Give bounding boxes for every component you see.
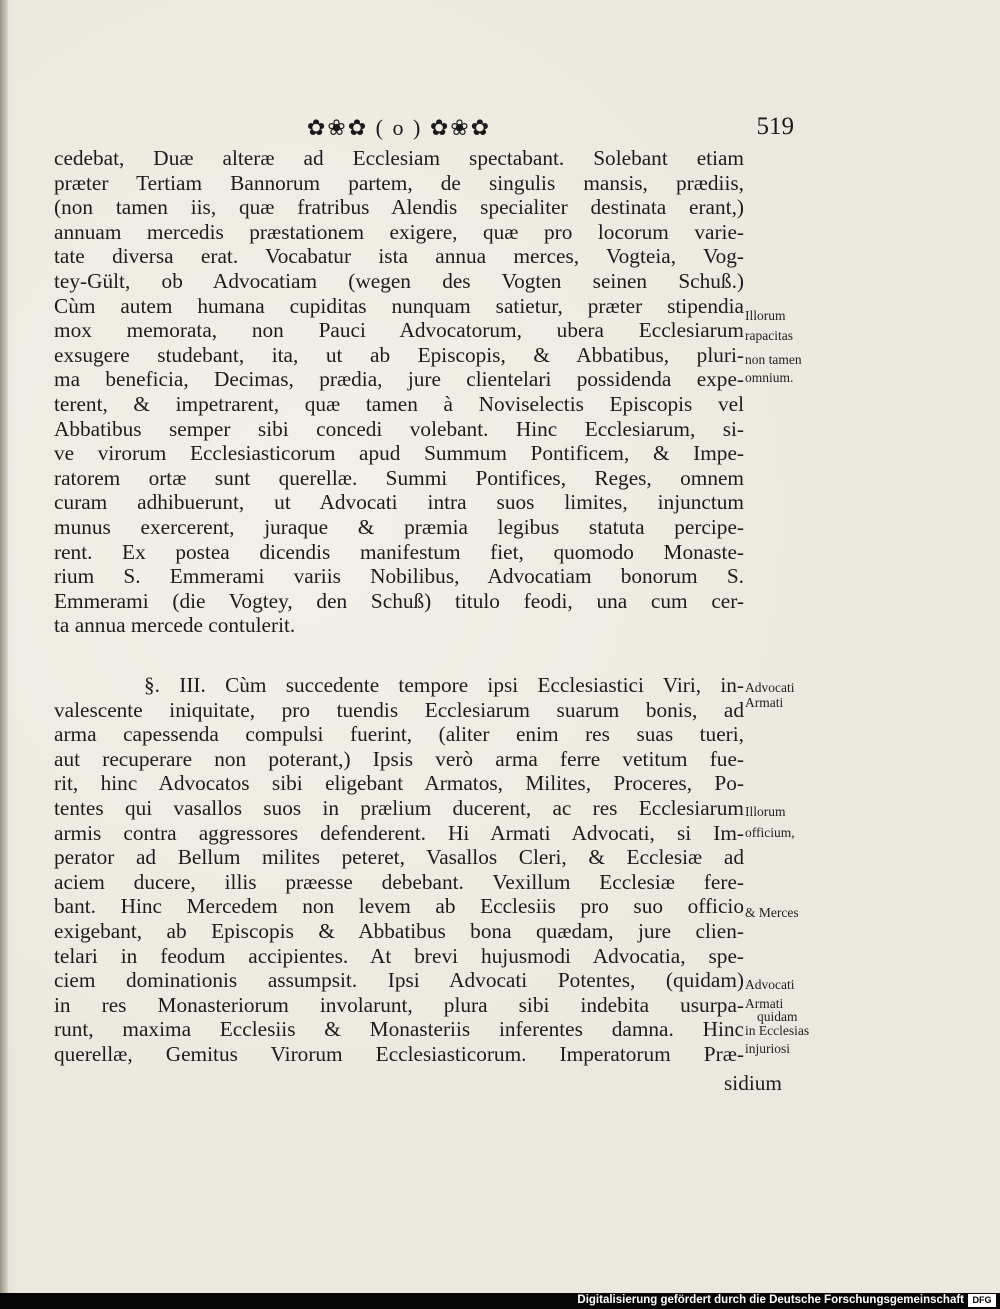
text-line: Abbatibus semper sibi concedi volebant. Hinc Ecclesiarum, si- xyxy=(54,416,744,441)
text-line: arma capessenda compulsi fuerint, (aliter enim res suas tueri, xyxy=(54,722,744,747)
text-line: §. III. Cùm succedente tempore ipsi Ecclesiastici Viri, in- xyxy=(144,673,744,697)
text-line: armis contra aggressores defenderent. Hi Armati Advocati, si Im- xyxy=(54,820,744,845)
page-body xyxy=(54,0,854,1293)
text-line: Cùm autem humana cupiditas nunquam satietur, præter stipendia xyxy=(54,293,744,318)
marginal-line: Armati xyxy=(745,695,784,710)
digitization-footer xyxy=(0,1293,1000,1309)
marginal-line: non tamen xyxy=(745,352,802,367)
text-line: telari in feodum accipientes. At brevi hujusmodi Advocatia, spe- xyxy=(54,943,744,968)
marginal-line: injuriosi xyxy=(745,1041,791,1056)
text-line: (non tamen iis, quæ fratribus Alendis specialiter destinata erant,) xyxy=(54,195,744,220)
catchword: sidium xyxy=(724,1071,782,1095)
paragraph-1 xyxy=(54,146,744,638)
text-line: ta annua mercede contulerit. xyxy=(54,613,296,638)
text-line: aut recuperare non poterant,) Ipsis verò arma ferre vetitum fue- xyxy=(54,746,744,771)
text-line: munus exercerent, juraque & præmia legibus statuta percipe- xyxy=(54,514,744,539)
marginal-note xyxy=(745,905,855,920)
text-line: tate diversa erat. Vocabatur ista annua merces, Vogteia, Vog- xyxy=(54,244,744,269)
dfg-logo: DFG xyxy=(968,1294,996,1307)
running-head xyxy=(54,113,794,145)
text-line: aciem ducere, illis præesse debebant. Vexillum Ecclesiæ fere- xyxy=(54,869,744,894)
paragraph-2 xyxy=(54,673,744,1067)
marginal-line: Armati xyxy=(745,996,784,1011)
marginal-line: Advocati xyxy=(745,977,795,992)
page-number: 519 xyxy=(756,113,794,140)
text-line: exigebant, ab Episcopis & Abbatibus bona quædam, jure clien- xyxy=(54,918,744,943)
text-line: ratorem ortæ sunt querellæ. Summi Pontifices, Reges, omnem xyxy=(54,465,744,490)
text-line: runt, maxima Ecclesiis & Monasteriis inferentes damna. Hinc xyxy=(54,1017,744,1042)
text-line: in res Monasteriorum involarunt, plura sibi indebita usurpa- xyxy=(54,992,744,1017)
marginal-line: in Ecclesias xyxy=(745,1023,810,1038)
text-line: ve virorum Ecclesiasticorum apud Summum Pontificem, & Impe- xyxy=(54,441,744,466)
marginal-line: quidam xyxy=(757,1009,798,1024)
text-line: tentes qui vasallos suos in prælium ducerent, ac res Ecclesiarum xyxy=(54,795,744,820)
text-line: terent, & impetrarent, quæ tamen à Noviselectis Episcopis vel xyxy=(54,391,744,416)
marginal-line: omnium. xyxy=(745,370,794,385)
marginal-line: & Merces xyxy=(745,905,799,920)
text-line: curam adhibuerunt, ut Advocati intra suos limites, injunctum xyxy=(54,490,744,515)
text-line: præter Tertiam Bannorum partem, de singulis mansis, prædiis, xyxy=(54,170,744,195)
text-line: cedebat, Duæ alteræ ad Ecclesiam spectabant. Solebant etiam xyxy=(54,146,744,170)
marginal-line: Illorum xyxy=(745,308,786,323)
marginal-note xyxy=(745,680,855,710)
text-line: tey-Gült, ob Advocatiam (wegen des Vogten seinen Schuß.) xyxy=(54,268,744,293)
text-line: rium S. Emmerami variis Nobilibus, Advocatiam bonorum S. xyxy=(54,564,744,589)
text-line: Emmerami (die Vogtey, den Schuß) titulo feodi, una cum cer- xyxy=(54,588,744,613)
book-spine-edge xyxy=(0,0,8,1293)
marginal-line: Advocati xyxy=(745,680,795,695)
text-line: mox memorata, non Pauci Advocatorum, ubera Ecclesiarum xyxy=(54,318,744,343)
footer-credit: Digitalisierung gefördert durch die Deutsche Forschungsgemeinschaft xyxy=(577,1294,964,1306)
text-line: valescente iniquitate, pro tuendis Ecclesiarum suarum bonis, ad xyxy=(54,697,744,722)
marginal-line: officium, xyxy=(745,825,795,840)
text-line: exsugere studebant, ita, ut ab Episcopis, & Abbatibus, pluri- xyxy=(54,342,744,367)
marginal-note xyxy=(745,977,855,1056)
text-line: rit, hinc Advocatos sibi eligebant Armatos, Milites, Proceres, Po- xyxy=(54,771,744,796)
text-line: querellæ, Gemitus Virorum Ecclesiasticorum. Imperatorum Præ- xyxy=(54,1041,744,1066)
text-line: ma beneficia, Decimas, prædia, jure clientelari possidenda expe- xyxy=(54,367,744,392)
text-line: annuam mercedis præstationem exigere, quæ pro locorum varie- xyxy=(54,219,744,244)
text-line: ciem dominationis assumpsit. Ipsi Advocati Potentes, (quidam) xyxy=(54,968,744,993)
text-line: perator ad Bellum milites peteret, Vasallos Cleri, & Ecclesiæ ad xyxy=(54,845,744,870)
head-ornament: ✿❀✿ ( o ) ✿❀✿ xyxy=(306,115,492,140)
text-line: rent. Ex postea dicendis manifestum fiet, quomodo Monaste- xyxy=(54,539,744,564)
marginal-line: Illorum xyxy=(745,804,786,819)
text-line: bant. Hinc Mercedem non levem ab Ecclesiis pro suo officio xyxy=(54,894,744,919)
marginal-line: rapacitas xyxy=(745,328,793,343)
marginal-note xyxy=(745,308,855,385)
marginal-note xyxy=(745,804,855,840)
